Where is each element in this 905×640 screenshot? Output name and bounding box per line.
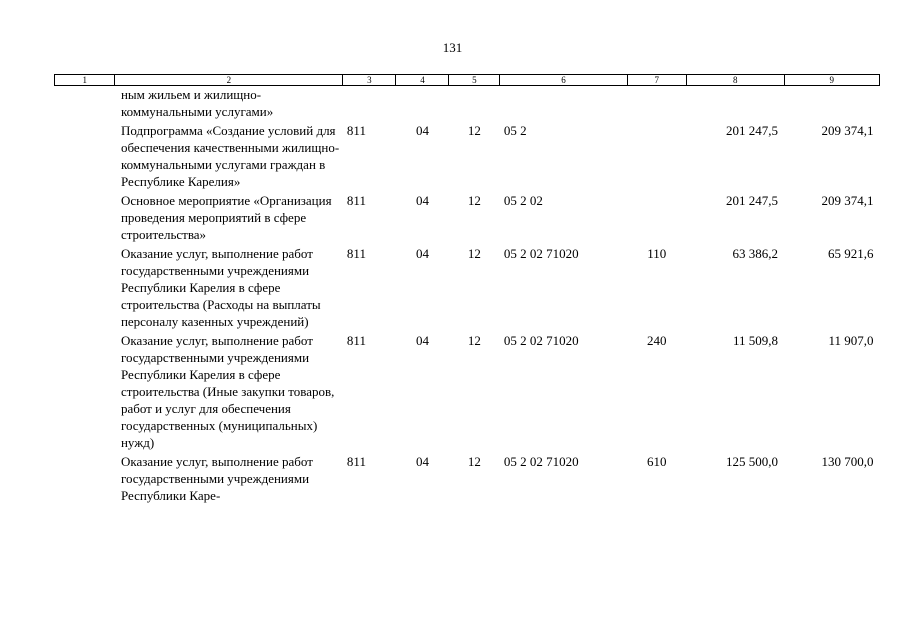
row-code-5: 12	[467, 123, 481, 138]
column-header-5: 5	[449, 75, 500, 86]
column-header-9: 9	[784, 75, 880, 86]
row-amount-9: 209 374,1	[821, 123, 874, 138]
column-header-6: 6	[500, 75, 627, 86]
row-name: Оказание услуг, выполнение работ государственными учреждениями Республики Карелия в сфере строительства (Иные закупки товаров, работ и услуг для обеспечения государственных (муниципальных) нужд)	[120, 333, 335, 450]
row-amount-9: 65 921,6	[828, 246, 874, 261]
row-code-7	[627, 122, 686, 192]
row-amount-8: 125 500,0	[726, 454, 778, 469]
row-amount-8: 11 509,8	[732, 333, 778, 348]
row-amount-9	[784, 86, 880, 123]
row-code-5: 12	[467, 333, 481, 348]
row-amount-9: 209 374,1	[821, 193, 874, 208]
row-code-4: 04	[415, 454, 429, 469]
row-name: Оказание услуг, выполнение работ государственными учреждениями Республики Карелия в сфере строительства (Расходы на выплаты персоналу казенных учреждений)	[120, 246, 321, 329]
row-code-3: 811	[346, 454, 366, 469]
table-row	[55, 332, 880, 453]
row-code-7: 610	[647, 454, 667, 469]
row-code-3: 811	[346, 246, 366, 261]
header-row	[55, 75, 880, 86]
page-number: 131	[442, 40, 463, 55]
row-code-7	[627, 192, 686, 245]
row-amount-8: 201 247,5	[726, 193, 778, 208]
row-code-5: 12	[467, 246, 481, 261]
row-code-5: 12	[467, 193, 481, 208]
table-row	[55, 192, 880, 245]
table-row	[55, 245, 880, 332]
table-row	[55, 122, 880, 192]
table-row	[55, 86, 880, 123]
row-code-7	[627, 86, 686, 123]
row-code-4: 04	[415, 193, 429, 208]
row-name: ным жильем и жилищно-коммунальными услугами»	[120, 87, 274, 119]
column-header-1: 1	[55, 75, 115, 86]
budget-table	[54, 74, 880, 506]
row-code-6: 05 2	[503, 123, 527, 138]
row-code-3: 811	[346, 193, 366, 208]
row-code-6: 05 2 02 71020	[503, 246, 579, 261]
column-header-8: 8	[686, 75, 784, 86]
row-code-6: 05 2 02 71020	[503, 333, 579, 348]
row-name: Оказание услуг, выполнение работ государственными учреждениями Республики Каре-	[120, 454, 313, 503]
row-amount-8: 63 386,2	[732, 246, 778, 261]
row-code-4: 04	[415, 246, 429, 261]
row-code-3: 811	[346, 123, 366, 138]
row-name: Основное мероприятие «Организация проведения мероприятий в сфере строительства»	[120, 193, 332, 242]
row-name: Подпрограмма «Создание условий для обеспечения качественными жилищно-коммунальными услугами граждан в Республике Карелия»	[120, 123, 340, 189]
column-header-4: 4	[396, 75, 449, 86]
row-code-6: 05 2 02	[503, 193, 543, 208]
row-code-7: 110	[647, 246, 667, 261]
column-header-2: 2	[115, 75, 343, 86]
column-header-7: 7	[627, 75, 686, 86]
row-code-4: 04	[415, 333, 429, 348]
row-code-4	[396, 86, 449, 123]
row-amount-8: 201 247,5	[726, 123, 778, 138]
row-amount-9: 130 700,0	[821, 454, 874, 469]
row-amount-9: 11 907,0	[828, 333, 874, 348]
row-code-3: 811	[346, 333, 366, 348]
row-code-4: 04	[415, 123, 429, 138]
row-code-6	[500, 86, 627, 123]
table-row	[55, 453, 880, 506]
row-code-7: 240	[647, 333, 667, 348]
row-code-6: 05 2 02 71020	[503, 454, 579, 469]
row-code-5	[449, 86, 500, 123]
row-amount-8	[686, 86, 784, 123]
row-code-5: 12	[467, 454, 481, 469]
row-code-3	[343, 86, 396, 123]
column-header-3: 3	[343, 75, 396, 86]
